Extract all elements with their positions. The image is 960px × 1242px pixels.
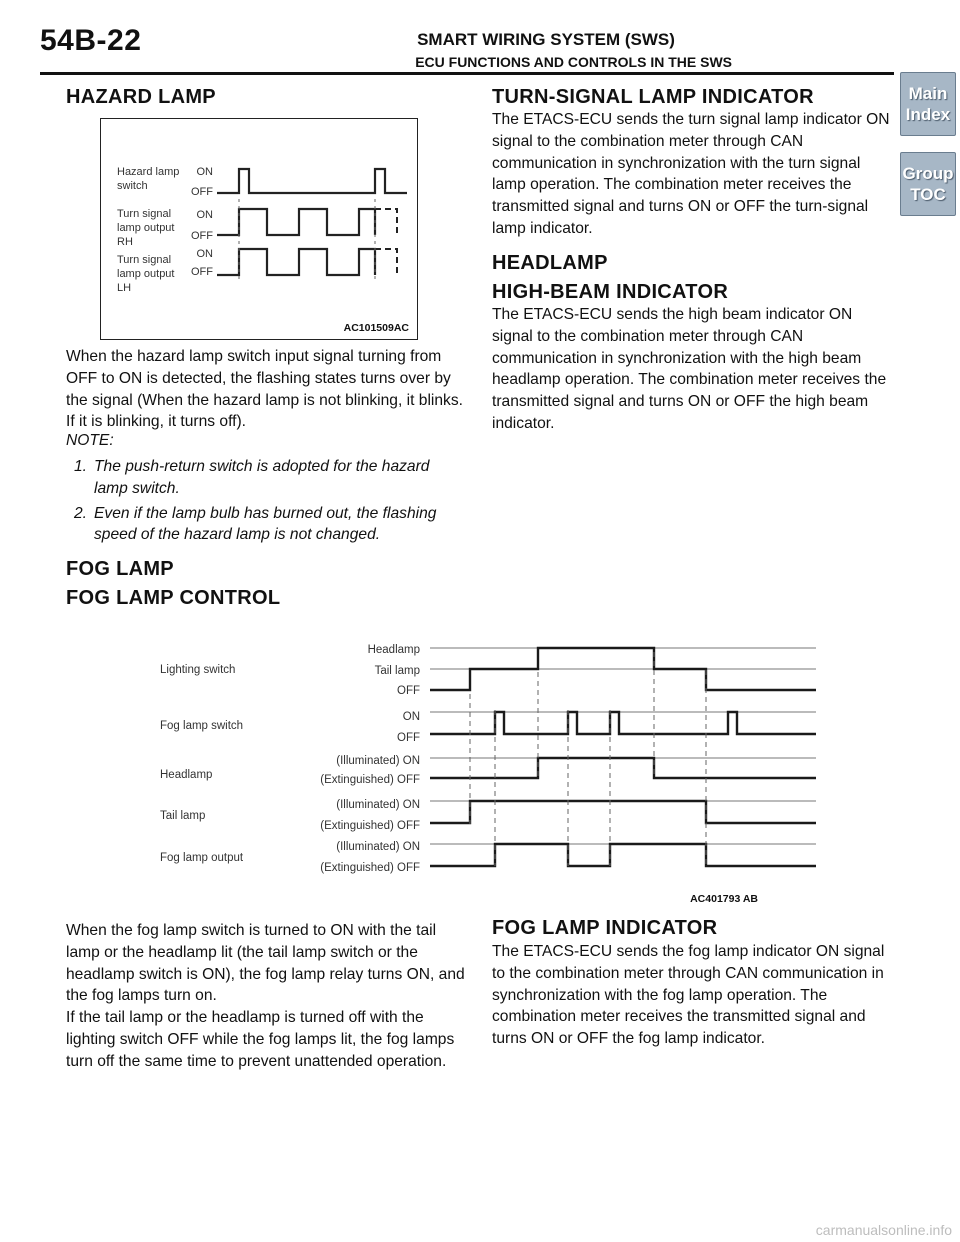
high-beam-heading: HIGH-BEAM INDICATOR — [492, 281, 729, 303]
fog-row-lighting-switch: Lighting switch — [160, 664, 236, 676]
note-item — [70, 456, 466, 500]
fog-control-paragraph: When the fog lamp switch is turned to ON with the tail lamp or the headlamp lit (the tail lamp switch or the headlamp switch is ON), the fog lamp relay turns ON, and the fog lamps turn on. If the tail lamp or the headlamp is turned off with the lighting switch OFF while the fog lamps lit, the fog lamps turn off the same time to prevent unattended operation. — [66, 922, 465, 1070]
fog-indicator-heading: FOG LAMP INDICATOR — [492, 917, 718, 939]
hazard-row2-label-b: lamp output — [117, 222, 175, 234]
hazard-row1-label-a: Hazard lamp — [117, 166, 180, 178]
note-text: The push-return switch is adopted for the hazard lamp switch. — [94, 458, 430, 497]
hazard-row2-on: ON — [196, 209, 213, 221]
turn-signal-paragraph: The ETACS-ECU sends the turn signal lamp indicator ON signal to the combination meter through CAN communication in synchronization with the turn signal lamp operation. The combination meter receives the transmitted signal and turns ON or OFF the turn-signal lamp indicator. — [492, 111, 890, 237]
fog-control-heading: FOG LAMP CONTROL — [66, 587, 281, 609]
fog-indicator-paragraph: The ETACS-ECU sends the fog lamp indicator ON signal to the combination meter through CAN communication in synchronization with the fog lamp operation. The combination meter receives the transmitted signal and turns ON or OFF the fog lamp indicator. — [492, 943, 885, 1048]
high-beam-paragraph: The ETACS-ECU sends the high beam indicator ON signal to the combination meter through CAN communication in synchronization with the high beam headlamp operation. The combination meter receives the transmitted signal and turns ON or OFF the high beam indicator. — [492, 306, 887, 432]
note-number: 2. — [74, 504, 88, 522]
fog-figure-code: AC401793 AB — [690, 893, 758, 905]
group-toc-label-2: TOC — [910, 185, 946, 204]
turn-lh-waveform — [217, 249, 375, 275]
tail-lamp-waveform — [430, 801, 816, 823]
hazard-figure-code: AC101509AC — [343, 322, 409, 334]
hazard-row2-label-a: Turn signal — [117, 208, 172, 220]
turn-lh-dashed — [375, 249, 397, 275]
turn-rh-dashed — [375, 209, 397, 235]
group-toc-label-1: Group — [902, 164, 954, 183]
section-title: SMART WIRING SYSTEM (SWS) — [417, 30, 675, 49]
turn-rh-waveform — [217, 209, 375, 235]
level-tail-off: (Extinguished) OFF — [320, 820, 420, 832]
note-text: Even if the lamp bulb has burned out, the flashing speed of the hazard lamp is not changed. — [94, 504, 437, 544]
fog-row-headlamp: Headlamp — [160, 769, 213, 781]
level-lighting-off: OFF — [397, 685, 420, 697]
fog-timing-diagram — [140, 630, 830, 906]
hazard-row2-off: OFF — [191, 230, 213, 242]
notes-list — [70, 456, 466, 549]
hazard-row3-off: OFF — [191, 266, 213, 278]
group-toc-button[interactable] — [900, 152, 956, 216]
hazard-row1-label-b: switch — [117, 180, 148, 192]
hazard-row1-on: ON — [196, 166, 213, 178]
level-fog-out-off: (Extinguished) OFF — [320, 862, 420, 874]
level-headlamp-off: (Extinguished) OFF — [320, 774, 420, 786]
hazard-row3-on: ON — [196, 248, 213, 260]
section-subtitle: ECU FUNCTIONS AND CONTROLS IN THE SWS — [415, 54, 732, 70]
main-index-label-2: Index — [905, 105, 951, 124]
hazard-row1-off: OFF — [191, 186, 213, 198]
fog-switch-waveform — [430, 712, 816, 734]
header-rule — [40, 72, 894, 75]
level-headlamp: Headlamp — [367, 644, 420, 656]
hazard-row2-label-c: RH — [117, 236, 133, 248]
level-tail-lamp: Tail lamp — [374, 665, 420, 677]
fog-row-fog-output: Fog lamp output — [160, 852, 244, 864]
hazard-row3-label-a: Turn signal — [117, 254, 172, 266]
hazard-timing-diagram — [100, 118, 418, 340]
fog-row-tail-lamp: Tail lamp — [160, 810, 206, 822]
note-number: 1. — [74, 458, 88, 475]
level-fog-switch-on: ON — [402, 711, 420, 723]
hazard-row3-label-c: LH — [117, 282, 132, 294]
watermark: carmanualsonline.info — [815, 1222, 952, 1238]
hazard-heading: HAZARD LAMP — [66, 86, 216, 108]
page-number: 54B-22 — [40, 24, 142, 57]
main-index-label-1: Main — [908, 84, 948, 103]
fog-row-fog-switch: Fog lamp switch — [160, 720, 244, 732]
headlamp-waveform — [430, 758, 816, 778]
level-tail-on: (Illuminated) ON — [336, 799, 420, 811]
level-headlamp-on: (Illuminated) ON — [336, 755, 420, 767]
main-index-button[interactable] — [900, 72, 956, 136]
turn-signal-heading: TURN-SIGNAL LAMP INDICATOR — [492, 86, 814, 108]
hazard-row3-label-b: lamp output — [117, 268, 175, 280]
fog-output-waveform — [430, 844, 816, 866]
hazard-switch-waveform — [217, 169, 407, 193]
headlamp-heading: HEADLAMP — [492, 252, 608, 274]
hazard-paragraph: When the hazard lamp switch input signal turning from OFF to ON is detected, the flashing states turns over by the signal (When the hazard lamp is not blinking, it blinks. If it is blinking, it turns off). — [66, 348, 463, 431]
level-fog-out-on: (Illuminated) ON — [336, 841, 420, 853]
level-fog-switch-off: OFF — [397, 732, 420, 744]
fog-heading: FOG LAMP — [66, 558, 174, 580]
note-item — [70, 503, 466, 547]
note-label: NOTE: — [66, 432, 114, 449]
